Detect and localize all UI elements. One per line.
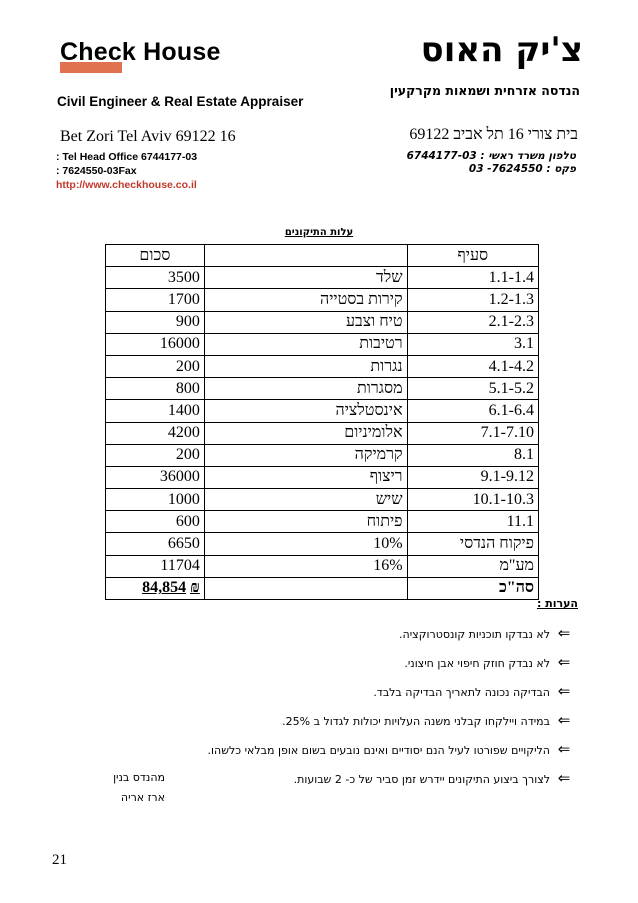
total-value: 84,854: [142, 579, 187, 597]
header-section: סעיף: [407, 245, 538, 267]
cell-section: 1.2-1.3: [407, 289, 538, 311]
table-row: [106, 378, 539, 400]
arrow-left-icon: ⇐: [557, 711, 571, 729]
signature-name: ארז אריה: [120, 791, 165, 804]
table-row: [106, 555, 539, 577]
contact-hebrew: [407, 150, 576, 176]
cell-description: טיח וצבע: [204, 311, 407, 333]
table-header-row: [106, 245, 539, 267]
note-text: הליקויים שפורטו לעיל הנם יסודיים ואינם נובעים בשום אופן מבלאי כלשהו.: [207, 744, 550, 757]
repair-costs-table: [105, 244, 539, 600]
total-label: סה"כ: [407, 577, 538, 599]
notes-title: הערות :: [536, 597, 578, 610]
cell-amount: 6650: [106, 533, 205, 555]
cell-section: 8.1: [407, 444, 538, 466]
header-description: [204, 245, 407, 267]
table-row: [106, 511, 539, 533]
table-row: [106, 289, 539, 311]
logo-english: Check House: [60, 38, 221, 66]
cell-amount: 1400: [106, 400, 205, 422]
cell-section: פיקוח הנדסי: [407, 533, 538, 555]
note-text: לא נבדקו תוכניות קונסטרוקציה.: [399, 628, 550, 641]
cell-section: 9.1-9.12: [407, 466, 538, 488]
fax-english: : 7624550-03Fax: [56, 165, 137, 177]
note-text: הבדיקה נכונה לתאריך הבדיקה בלבד.: [373, 686, 550, 699]
cell-description: שלד: [204, 267, 407, 289]
cell-description: 16%: [204, 555, 407, 577]
cell-amount: 800: [106, 378, 205, 400]
table-row: [106, 466, 539, 488]
header-amount: סכום: [106, 245, 205, 267]
table-row: [106, 267, 539, 289]
cell-section: 4.1-4.2: [407, 355, 538, 377]
currency-symbol: ₪: [190, 579, 200, 597]
address-english: Bet Zori Tel Aviv 69122 16: [60, 128, 236, 145]
arrow-left-icon: ⇐: [557, 653, 571, 671]
table-row: [106, 333, 539, 355]
cell-amount: 36000: [106, 466, 205, 488]
cell-amount: 1000: [106, 489, 205, 511]
cell-amount: 600: [106, 511, 205, 533]
cell-amount: 16000: [106, 333, 205, 355]
table-row: [106, 444, 539, 466]
cell-section: 11.1: [407, 511, 538, 533]
cell-description: פיתוח: [204, 511, 407, 533]
cell-section: 3.1: [407, 333, 538, 355]
cell-section: 2.1-2.3: [407, 311, 538, 333]
note-item: [58, 620, 578, 649]
arrow-left-icon: ⇐: [557, 624, 571, 642]
total-amount: [106, 577, 205, 599]
cell-section: 10.1-10.3: [407, 489, 538, 511]
note-item: [58, 736, 578, 765]
table-row: [106, 533, 539, 555]
total-row: [106, 577, 539, 599]
cell-description: אינסטלציה: [204, 400, 407, 422]
arrow-left-icon: ⇐: [557, 682, 571, 700]
table-row: [106, 489, 539, 511]
cell-description: נגרות: [204, 355, 407, 377]
cell-section: 6.1-6.4: [407, 400, 538, 422]
note-item: [58, 707, 578, 736]
note-text: לצורך ביצוע התיקונים יידרש זמן סביר של כ- 2 שבועות.: [293, 773, 550, 786]
page-number: 21: [52, 852, 67, 868]
cell-description: 10%: [204, 533, 407, 555]
table-title: עלות התיקונים: [284, 227, 354, 238]
website-link[interactable]: http://www.checkhouse.co.il: [56, 179, 197, 191]
note-text: לא נבדק חוזק חיפוי אבן חיצוני.: [404, 657, 550, 670]
cell-amount: 200: [106, 355, 205, 377]
cell-amount: 1700: [106, 289, 205, 311]
cell-description: אלומיניום: [204, 422, 407, 444]
total-description: [204, 577, 407, 599]
cell-section: 5.1-5.2: [407, 378, 538, 400]
note-item: [58, 678, 578, 707]
phone-hebrew: טלפון משרד ראשי : 6744177-03: [406, 150, 576, 162]
cell-description: קירות בסטייה: [204, 289, 407, 311]
cell-section: 1.1-1.4: [407, 267, 538, 289]
fax-hebrew: פקס : 7624550- 03: [468, 163, 576, 175]
subtitle-hebrew: הנדסה אזרחית ושמאות מקרקעין: [389, 83, 580, 98]
table-row: [106, 422, 539, 444]
address-hebrew: בית צורי 16 תל אביב 69122: [409, 126, 578, 143]
cell-amount: 11704: [106, 555, 205, 577]
arrow-left-icon: ⇐: [557, 769, 571, 787]
cell-amount: 4200: [106, 422, 205, 444]
note-text: במידה ויילקחו קבלני משנה העלויות יכולות לגדול ב 25%.: [282, 715, 550, 728]
table-row: [106, 355, 539, 377]
cell-section: מע"מ: [407, 555, 538, 577]
arrow-left-icon: ⇐: [557, 740, 571, 758]
cell-description: רטיבות: [204, 333, 407, 355]
signature-block: [95, 768, 165, 808]
note-item: [58, 649, 578, 678]
contact-english: [56, 150, 197, 192]
table-row: [106, 400, 539, 422]
cell-amount: 900: [106, 311, 205, 333]
cell-description: מסגרות: [204, 378, 407, 400]
logo-hebrew: צ'יק האוס: [420, 30, 583, 70]
cell-section: 7.1-7.10: [407, 422, 538, 444]
cell-description: ריצוף: [204, 466, 407, 488]
cell-amount: 200: [106, 444, 205, 466]
phone-english: : Tel Head Office 6744177-03: [56, 151, 198, 163]
subtitle-english: Civil Engineer & Real Estate Appraiser: [57, 94, 304, 109]
cell-description: שיש: [204, 489, 407, 511]
cell-description: קרמיקה: [204, 444, 407, 466]
cell-amount: 3500: [106, 267, 205, 289]
table-row: [106, 311, 539, 333]
signature-title: מהנדס בנין: [113, 771, 165, 784]
